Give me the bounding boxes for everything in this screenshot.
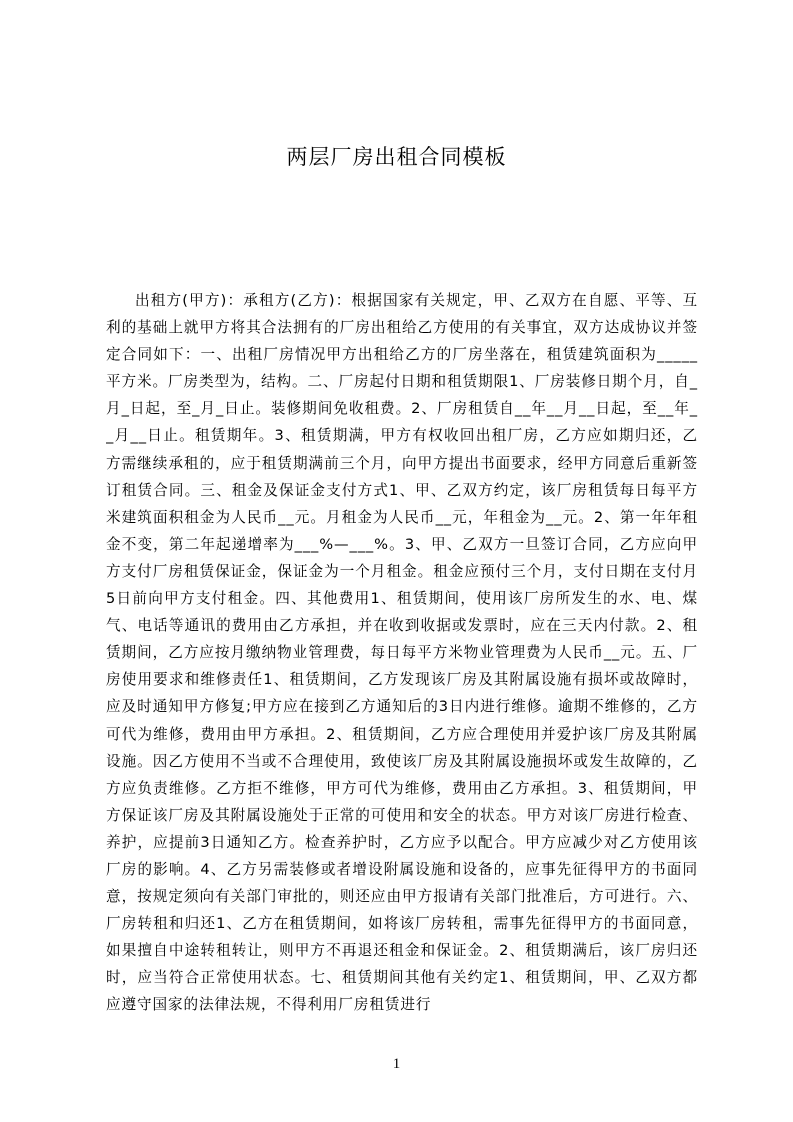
page-number: 1 (392, 1056, 401, 1072)
document-title: 两层厂房出租合同模板 (286, 145, 507, 169)
contract-body-paragraph: 出租方(甲方)：承租方(乙方)：根据国家有关规定，甲、乙双方在自愿、平等、互利的基础上就甲方将其合法拥有的厂房出租给乙方使用的有关事宜，双方达成协议并签定合同如下：一、出租厂房情况甲方出租给乙方的厂房坐落在，租赁建筑面积为_____平方米。厂房类型为，结构。二、厂房起付日期和租赁期限1、厂房装修日期个月，自_月_日起，至_月_日止。装修期间免收租费。2、厂房租赁自__年__月__日起，至__年__月__日止。租赁期年。3、租赁期满，甲方有权收回出租厂房，乙方应如期归还，乙方需继续承租的，应于租赁期满前三个月，向甲方提出书面要求，经甲方同意后重新签订租赁合同。三、租金及保证金支付方式1、甲、乙双方约定，该厂房租赁每日每平方米建筑面积租金为人民币__元。月租金为人民币__元，年租金为__元。2、第一年年租金不变，第二年起递增率为___%—___%。3、甲、乙双方一旦签订合同，乙方应向甲方支付厂房租赁保证金，保证金为一个月租金。租金应预付三个月，支付日期在支付月5日前向甲方支付租金。四、其他费用1、租赁期间，使用该厂房所发生的水、电、煤气、电话等通讯的费用由乙方承担，并在收到收据或发票时，应在三天内付款。2、租赁期间，乙方应按月缴纳物业管理费，每日每平方米物业管理费为人民币__元。五、厂房使用要求和维修责任1、租赁期间，乙方发现该厂房及其附属设施有损坏或故障时，应及时通知甲方修复;甲方应在接到乙方通知后的3日内进行维修。逾期不维修的，乙方可代为维修，费用由甲方承担。2、租赁期间，乙方应合理使用并爱护该厂房及其附属设施。因乙方使用不当或不合理使用，致使该厂房及其附属设施损坏或发生故障的，乙方应负责维修。乙方拒不维修，甲方可代为维修，费用由乙方承担。3、租赁期间，甲方保证该厂房及其附属设施处于正常的可使用和安全的状态。甲方对该厂房进行检查、养护，应提前3日通知乙方。检查养护时，乙方应予以配合。甲方应减少对乙方使用该厂房的影响。4、乙方另需装修或者增设附属设施和设备的，应事先征得甲方的书面同意，按规定须向有关部门审批的，则还应由甲方报请有关部门批准后，方可进行。六、厂房转租和归还1、乙方在租赁期间，如将该厂房转租，需事先征得甲方的书面同意，如果擅自中途转租转让，则甲方不再退还租金和保证金。2、租赁期满后，该厂房归还时，应当符合正常使用状态。七、租赁期间其他有关约定1、租赁期间，甲、乙双方都应遵守国家的法律法规，不得利用厂房租赁进行 (106, 292, 698, 1014)
